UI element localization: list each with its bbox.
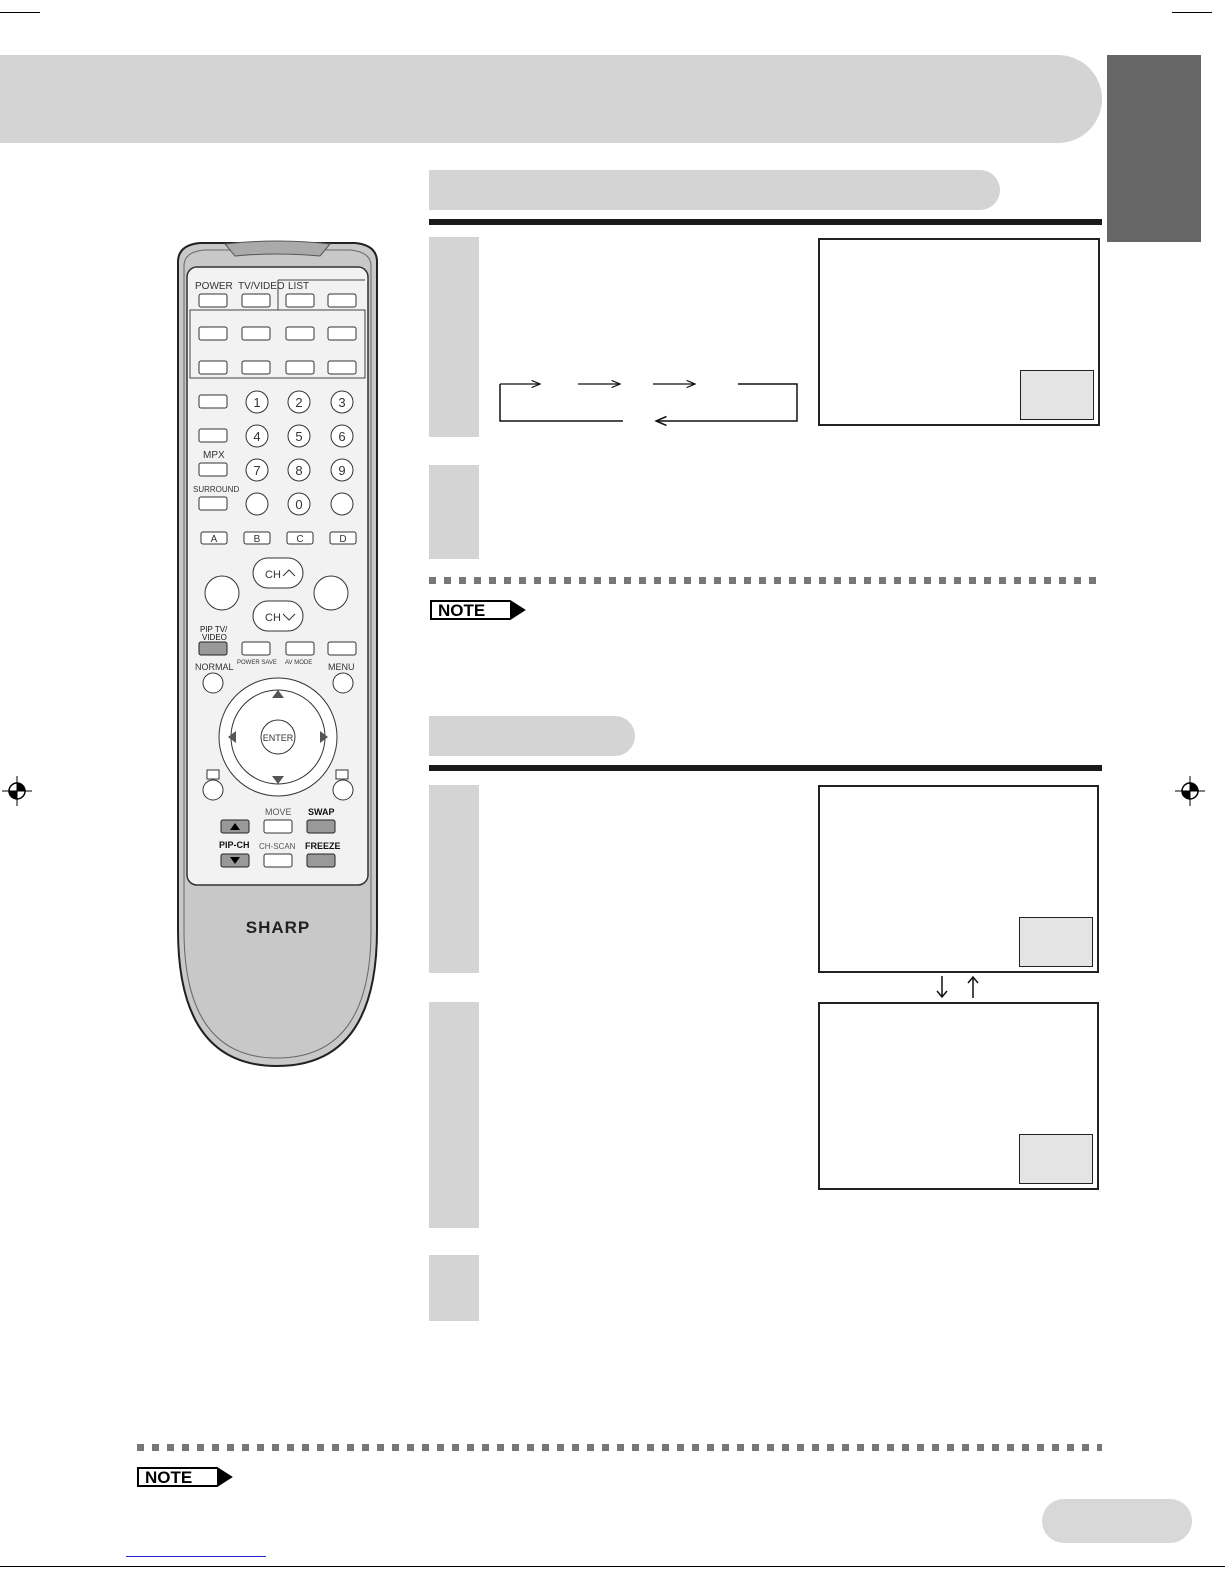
- av-mode-label: AV MODE: [285, 660, 313, 666]
- section-title-bar: [429, 716, 635, 756]
- digit-5: 5: [295, 429, 303, 444]
- digit-8: 8: [295, 463, 303, 478]
- normal-button: [203, 673, 223, 693]
- svg-text:CH: CH: [265, 569, 281, 581]
- chapter-tab: [1107, 55, 1201, 242]
- surround-button: [199, 497, 227, 510]
- pip-window: [1020, 370, 1094, 420]
- button-b-label: B: [253, 534, 261, 545]
- power-save-label: POWER SAVE: [237, 660, 277, 666]
- digit-4: 4: [253, 429, 261, 444]
- registration-target-icon: [1175, 776, 1205, 806]
- footer-underline: [126, 1556, 266, 1557]
- step-marker: [429, 465, 479, 559]
- swap-label: SWAP: [308, 807, 335, 817]
- tv-screen-illustration: [818, 238, 1100, 426]
- power-button: [199, 294, 227, 307]
- menu-label: MENU: [328, 662, 355, 672]
- section-rule: [429, 219, 1102, 225]
- swap-button: [307, 820, 335, 833]
- step-marker: [429, 237, 479, 437]
- tv-video-button: [242, 294, 270, 307]
- digit-2: 2: [295, 395, 303, 410]
- section-rule: [429, 765, 1102, 771]
- digit-1: 1: [253, 395, 261, 410]
- cycle-diagram: [498, 376, 800, 426]
- volume-up-button: [314, 576, 348, 610]
- button-c-label: C: [296, 534, 304, 545]
- pip-tv-video-label: PIP TV/: [200, 625, 228, 634]
- crop-mark: [1172, 12, 1212, 13]
- pip-window: [1019, 1134, 1093, 1184]
- dotted-divider: [137, 1444, 1102, 1451]
- volume-down-button: [205, 576, 239, 610]
- surround-label: SURROUND: [193, 485, 240, 494]
- ch-scan-label: CH-SCAN: [259, 842, 296, 851]
- mpx-label: MPX: [203, 450, 225, 461]
- pip-tv-video-button: [199, 642, 227, 655]
- freeze-button: [307, 854, 335, 867]
- pip-window: [1019, 917, 1093, 967]
- note-label: NOTE: [438, 601, 486, 620]
- move-button: [264, 820, 292, 833]
- dotted-divider: [429, 577, 1102, 584]
- registration-target-icon: [2, 776, 32, 806]
- step-marker: [429, 1002, 479, 1228]
- button-a-label: A: [210, 534, 218, 545]
- svg-text:CH: CH: [265, 612, 281, 624]
- brand-logo: SHARP: [245, 918, 311, 937]
- step-marker: [429, 785, 479, 973]
- tv-screen-illustration: [818, 785, 1099, 973]
- list-label: LIST: [288, 281, 310, 292]
- pip-ch-label: PIP-CH: [219, 840, 250, 850]
- digit-6: 6: [338, 429, 346, 444]
- page-number-pill: [1042, 1499, 1192, 1543]
- list-button: [286, 294, 314, 307]
- tv-screen-illustration: [818, 1002, 1099, 1190]
- digit-7: 7: [253, 463, 261, 478]
- button-d-label: D: [339, 534, 347, 545]
- page-header-band: [0, 55, 1102, 143]
- note-label: NOTE: [145, 1468, 193, 1487]
- note-icon: [137, 1465, 233, 1489]
- svg-text:VIDEO: VIDEO: [202, 633, 227, 642]
- swap-arrows-icon: [930, 974, 980, 1000]
- crop-mark: [0, 12, 40, 13]
- digit-0: 0: [295, 497, 303, 512]
- move-label: MOVE: [265, 807, 292, 817]
- enter-label: ENTER: [262, 733, 294, 743]
- remote-control-illustration: [170, 240, 385, 1070]
- digit-9: 9: [338, 463, 346, 478]
- note-icon: [430, 598, 526, 622]
- mpx-button: [199, 463, 227, 476]
- normal-label: NORMAL: [195, 662, 234, 672]
- power-label: POWER: [195, 281, 233, 292]
- freeze-label: FREEZE: [305, 841, 341, 851]
- section-title-bar: [429, 170, 1000, 210]
- teletext-button: [328, 294, 356, 307]
- ch-scan-button: [264, 854, 292, 867]
- step-marker: [429, 1255, 479, 1321]
- menu-button: [333, 673, 353, 693]
- tv-video-label: TV/VIDEO: [238, 281, 285, 292]
- digit-3: 3: [338, 395, 346, 410]
- crop-mark: [0, 1566, 1225, 1567]
